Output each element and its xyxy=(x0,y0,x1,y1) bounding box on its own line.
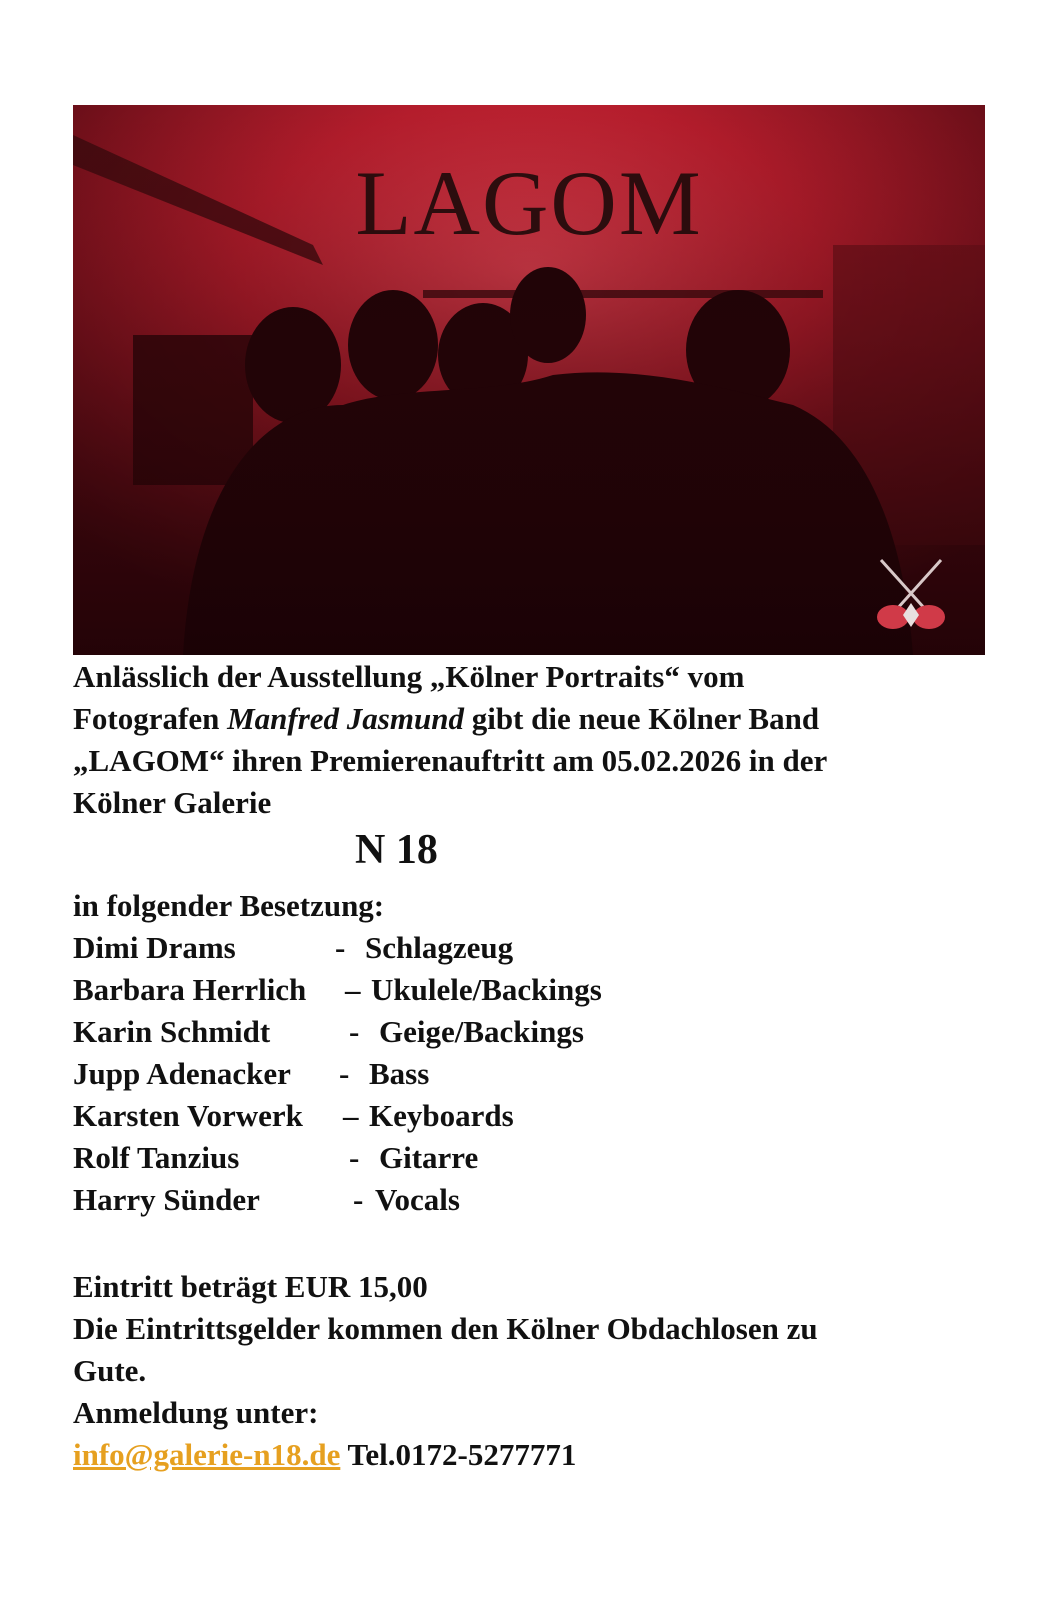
member-separator: – xyxy=(345,972,361,1007)
member-separator: - xyxy=(339,1056,350,1091)
member-name: Rolf Tanzius xyxy=(73,1140,240,1175)
intro-text: Fotografen xyxy=(73,701,220,736)
photographer-name: Manfred Jasmund xyxy=(227,701,464,736)
intro-line: Anlässlich der Ausstellung „Kölner Portraits“ vom xyxy=(73,659,745,694)
intro-paragraph xyxy=(73,656,1003,824)
member-row xyxy=(73,1011,1003,1053)
contact-line xyxy=(73,1434,1003,1476)
intro-line: Kölner Galerie xyxy=(73,785,272,820)
email-link[interactable]: info@galerie-n18.de xyxy=(73,1437,341,1472)
lineup xyxy=(73,885,1003,1221)
member-separator: - xyxy=(335,930,346,965)
charity-line: Gute. xyxy=(73,1353,147,1388)
intro-line: „LAGOM“ ihren Premierenauftritt am 05.02.2026 in der xyxy=(73,743,828,778)
member-role: Ukulele/Backings xyxy=(371,972,602,1007)
member-name: Harry Sünder xyxy=(73,1182,260,1217)
phone-number: Tel.0172-5277771 xyxy=(347,1437,577,1472)
member-name: Karin Schmidt xyxy=(73,1014,271,1049)
band-photo xyxy=(73,105,985,655)
signup-label: Anmeldung unter: xyxy=(73,1395,319,1430)
member-role: Bass xyxy=(369,1056,430,1091)
venue-name: N 18 xyxy=(355,827,438,873)
event-info xyxy=(73,1266,1003,1476)
member-name: Barbara Herrlich xyxy=(73,972,307,1007)
member-name: Dimi Drams xyxy=(73,930,236,965)
member-row xyxy=(73,1053,1003,1095)
member-role: Gitarre xyxy=(379,1140,479,1175)
member-role: Keyboards xyxy=(369,1098,514,1133)
member-name: Karsten Vorwerk xyxy=(73,1098,303,1133)
member-row xyxy=(73,1137,1003,1179)
member-role: Schlagzeug xyxy=(365,930,514,965)
member-row xyxy=(73,927,1003,969)
lineup-heading: in folgender Besetzung: xyxy=(73,888,385,923)
member-separator: - xyxy=(349,1014,360,1049)
band-logo: LAGOM xyxy=(355,152,703,254)
member-separator: – xyxy=(343,1098,359,1133)
admission-fee: Eintritt beträgt EUR 15,00 xyxy=(73,1269,428,1304)
member-row xyxy=(73,969,1003,1011)
intro-line xyxy=(73,698,1003,740)
member-separator: - xyxy=(349,1140,360,1175)
member-role: Vocals xyxy=(375,1182,460,1217)
charity-line: Die Eintrittsgelder kommen den Kölner Obdachlosen zu xyxy=(73,1311,818,1346)
member-row xyxy=(73,1179,1003,1221)
member-separator: - xyxy=(353,1182,364,1217)
member-row xyxy=(73,1095,1003,1137)
member-role: Geige/Backings xyxy=(379,1014,584,1049)
member-name: Jupp Adenacker xyxy=(73,1056,291,1091)
intro-text: gibt die neue Kölner Band xyxy=(471,701,820,736)
